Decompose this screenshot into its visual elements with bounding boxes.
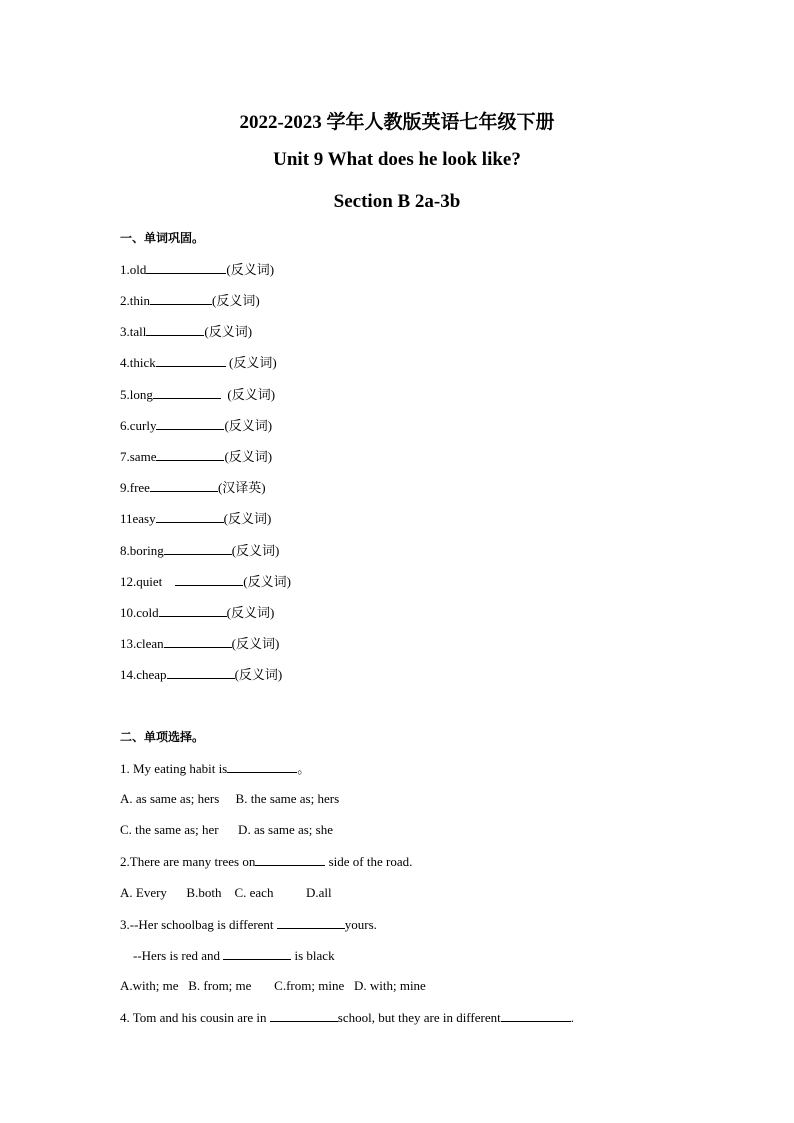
answer-blank[interactable] bbox=[167, 666, 235, 679]
section-title: Section B 2a-3b bbox=[333, 191, 461, 212]
question-1: 1. My eating habit is 。 bbox=[120, 761, 311, 776]
question-1-options-ab: A. as same as; hers B. the same as; hers bbox=[120, 791, 340, 806]
answer-blank[interactable] bbox=[146, 323, 204, 336]
answer-blank[interactable] bbox=[153, 386, 221, 399]
word-item: 4.thick (反义词) bbox=[120, 355, 277, 370]
question-3-reply: --Hers is red and is black bbox=[120, 948, 335, 963]
question-2-options: A. Every B.both C. each D.all bbox=[120, 885, 332, 900]
word-item: 3.tall (反义词) bbox=[120, 324, 253, 339]
word-item: 12.quiet (反义词) bbox=[120, 574, 291, 589]
answer-blank[interactable] bbox=[164, 542, 232, 555]
word-item: 2.thin (反义词) bbox=[120, 293, 260, 308]
word-item: 10.cold (反义词) bbox=[120, 605, 275, 620]
answer-blank[interactable] bbox=[150, 479, 218, 492]
answer-blank[interactable] bbox=[255, 853, 325, 866]
word-item: 1.old (反义词) bbox=[120, 262, 275, 277]
word-item: 14.cheap (反义词) bbox=[120, 667, 283, 682]
word-item: 8.boring (反义词) bbox=[120, 543, 280, 558]
answer-blank[interactable] bbox=[270, 1009, 338, 1022]
part1-heading: 一、单词巩固。 bbox=[120, 231, 205, 245]
word-item: 6.curly (反义词) bbox=[120, 418, 273, 433]
question-2: 2.There are many trees on side of the road. bbox=[120, 854, 413, 869]
part2-heading: 二、单项选择。 bbox=[120, 730, 205, 744]
question-1-options-cd: C. the same as; her D. as same as; she bbox=[120, 822, 334, 837]
answer-blank[interactable] bbox=[156, 510, 224, 523]
answer-blank[interactable] bbox=[156, 417, 224, 430]
question-3: 3.--Her schoolbag is different yours. bbox=[120, 917, 377, 932]
word-item: 9.free (汉译英) bbox=[120, 480, 266, 495]
word-item: 7.same (反义词) bbox=[120, 449, 273, 464]
word-item: 5.long (反义词) bbox=[120, 387, 276, 402]
word-item: 13.clean (反义词) bbox=[120, 636, 280, 651]
answer-blank[interactable] bbox=[277, 916, 345, 929]
document-title: 2022-2023 学年人教版英语七年级下册 bbox=[239, 112, 555, 133]
answer-blank[interactable] bbox=[223, 947, 291, 960]
unit-title: Unit 9 What does he look like? bbox=[273, 149, 521, 170]
question-3-options: A.with; me B. from; me C.from; mine D. with; mine bbox=[120, 978, 426, 993]
answer-blank[interactable] bbox=[175, 573, 243, 586]
answer-blank[interactable] bbox=[146, 261, 226, 274]
answer-blank[interactable] bbox=[156, 448, 224, 461]
answer-blank[interactable] bbox=[156, 354, 226, 367]
answer-blank[interactable] bbox=[150, 292, 212, 305]
answer-blank[interactable] bbox=[164, 635, 232, 648]
answer-blank[interactable] bbox=[159, 604, 227, 617]
question-4: 4. Tom and his cousin are in school, but they are in different . bbox=[120, 1010, 574, 1025]
answer-blank[interactable] bbox=[501, 1009, 571, 1022]
answer-blank[interactable] bbox=[227, 760, 297, 773]
word-item: 11easy (反义词) bbox=[120, 511, 272, 526]
